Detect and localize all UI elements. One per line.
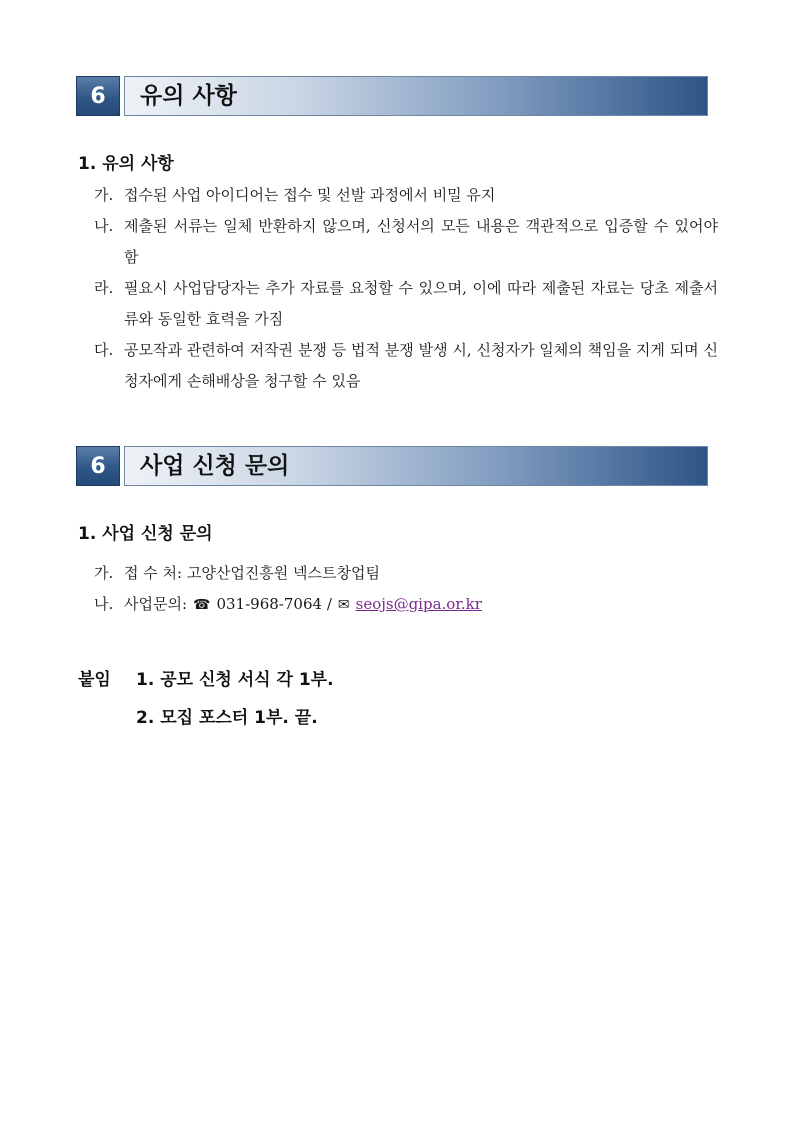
inquiry-label: 사업문의: [124,595,188,613]
attachments [78,661,334,737]
list-marker: 나. [94,595,114,613]
list-item [94,180,718,211]
list-item-text: 필요시 사업담당자는 추가 자료를 요청할 수 있으며, 이에 따라 제출된 자료는 당초 제출서류와 동일한 효력을 가짐 [124,279,718,328]
attachment-item: 1. 공모 신청 서식 각 1부. [136,670,334,690]
subsection-heading-notes: 1. 유의 사항 [78,154,174,174]
section-number-badge: 6 [76,446,120,486]
attachment-row [78,661,334,699]
section-title: 유의 사항 [140,83,237,109]
list-item-text: 공모작과 관련하여 저작권 분쟁 등 법적 분쟁 발생 시, 신청자가 일체의 책임을 지게 되며 신청자에게 손해배상을 청구할 수 있음 [124,341,718,390]
section-title: 사업 신청 문의 [140,453,290,479]
separator: / [326,595,332,613]
list-item-text: 제출된 서류는 일체 반환하지 않으며, 신청서의 모든 내용은 객관적으로 입증할 수 있어야 함 [124,217,718,266]
attachment-row [78,699,334,737]
list-item [94,211,718,273]
contact-list [94,558,482,621]
phone-number: 031-968-7064 [216,595,323,613]
list-item [94,589,482,621]
attachment-label: 붙임 [78,670,111,690]
section-banner-inquiry [76,446,708,486]
section-banner-notes [76,76,708,116]
place-label: 접 수 처: [124,564,183,582]
section-number-badge: 6 [76,76,120,116]
email-link[interactable]: seojs@gipa.or.kr [355,595,482,613]
list-item-text: 접수된 사업 아이디어는 접수 및 선발 과정에서 비밀 유지 [124,186,496,204]
attachment-item: 2. 모집 포스터 1부. 끝. [136,708,318,728]
place-value: 고양산업진흥원 넥스트창업팀 [186,564,380,582]
list-item [94,558,482,589]
list-marker: 가. [94,186,114,204]
list-marker: 나. [94,217,114,235]
mail-icon: ✉ [337,597,350,613]
list-marker: 다. [94,341,114,359]
notes-list [94,180,718,397]
attachment-label-spacer [78,699,136,737]
list-marker: 가. [94,564,114,582]
list-item [94,335,718,397]
phone-icon: ☎ [193,597,211,613]
list-marker: 라. [94,279,114,297]
subsection-heading-inquiry: 1. 사업 신청 문의 [78,524,213,544]
list-item [94,273,718,335]
